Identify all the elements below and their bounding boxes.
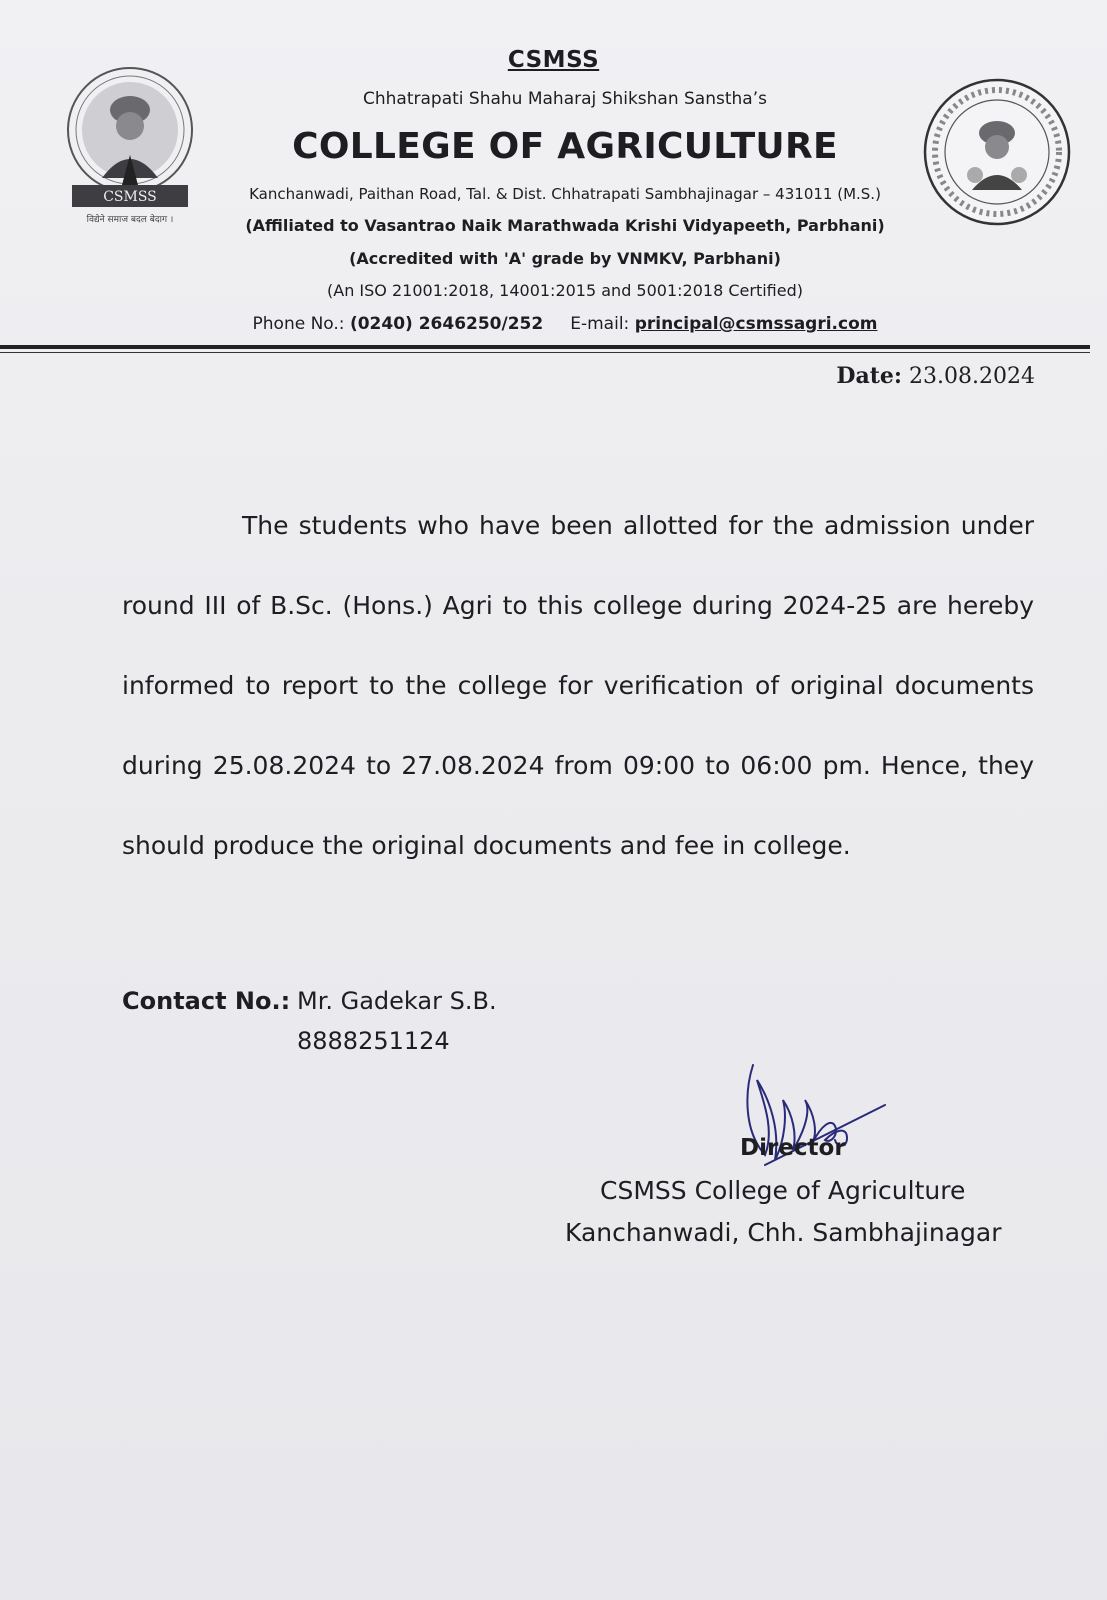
phone-label: Phone No.: [252,314,345,334]
email-link[interactable]: principal@csmssagri.com [634,314,878,334]
contact-label: Contact No.: [122,987,291,1015]
college-title: COLLEGE OF AGRICULTURE [292,126,838,167]
accreditation-line: (Accredited with 'A' grade by VNMKV, Parbhani) [349,249,781,268]
college-address: Kanchanwadi, Paithan Road, Tal. & Dist. Chhatrapati Sambhajinagar – 431011 (M.S.) [249,185,881,203]
logo-left-text: CSMSS [103,189,157,205]
letter-date [836,363,1035,389]
contact-phone: 8888251124 [297,1027,450,1055]
date-value: 23.08.2024 [909,364,1035,389]
email-label: E-mail: [570,314,630,334]
header-divider-thin [0,352,1090,353]
logo-left-motto: विद्येने समाज बदल बेदाग । [86,215,174,225]
org-short-name: CSMSS [507,47,600,73]
signatory-place: Kanchanwadi, Chh. Sambhajinagar [565,1218,1002,1247]
header-contact-line [0,314,1107,334]
contact-name: Mr. Gadekar S.B. [297,987,497,1015]
signatory-title: Director [740,1135,846,1161]
affiliation-line: (Affiliated to Vasantrao Naik Marathwada Krishi Vidyapeeth, Parbhani) [245,216,885,235]
date-label: Date: [836,363,903,389]
director-signature [735,1060,910,1190]
notice-paragraph: The students who have been allotted for the admission under round III of B.Sc. (Hons.) Agri to this college during 2024-25 are hereby informed to report to the college for verification of original documents during 25.08.2024 to 27.08.2024 from 09:00 to 06:00 pm. Hence, they should produce the original documents and fee in college. [122,511,1034,860]
phone-value: (0240) 2646250/252 [349,314,544,334]
sanstha-name: Chhatrapati Shahu Maharaj Shikshan Sanstha’s [363,89,767,109]
header-divider-thick [0,345,1090,349]
signatory-org: CSMSS College of Agriculture [600,1176,966,1205]
iso-line: (An ISO 21001:2018, 14001:2015 and 5001:2018 Certified) [327,281,803,300]
